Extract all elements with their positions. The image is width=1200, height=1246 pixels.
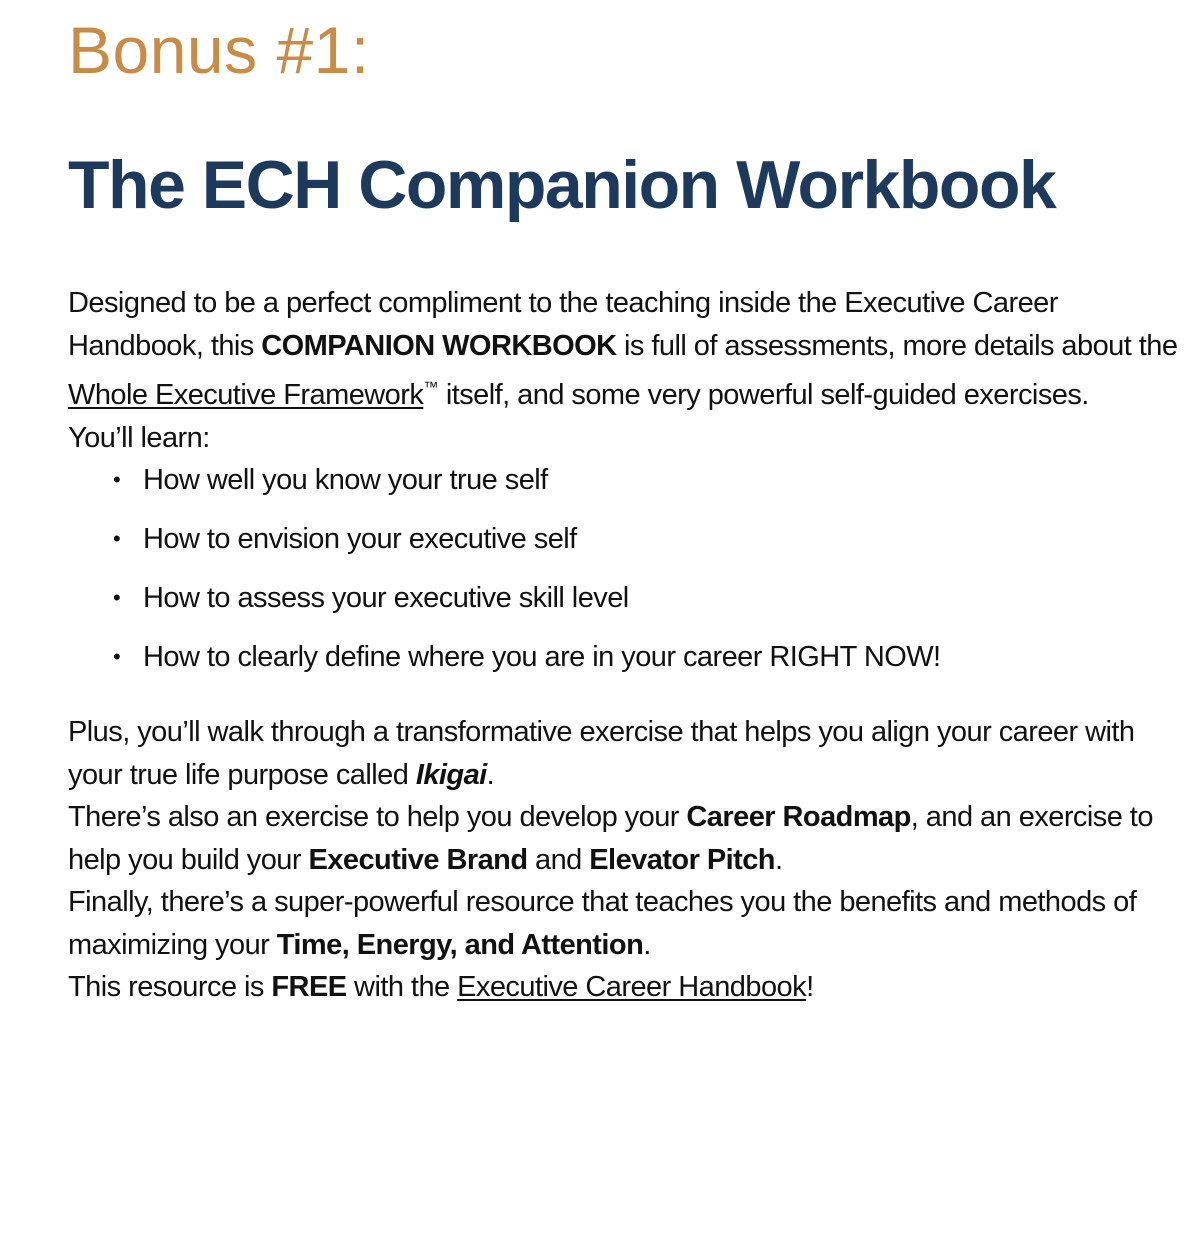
learning-list xyxy=(68,459,1188,695)
time-energy-attention-bold: Time, Energy, and Attention xyxy=(276,928,644,961)
roadmap-paragraph xyxy=(68,796,1188,881)
intro-text-3: itself, and some very powerful self-guided exercises. xyxy=(438,379,1089,411)
free-paragraph xyxy=(68,966,1188,1009)
ikigai-text-2: . xyxy=(486,758,495,791)
finally-paragraph xyxy=(68,881,1188,966)
bullet-icon: • xyxy=(113,467,121,492)
bullet-icon: • xyxy=(113,644,121,669)
elevator-pitch-bold: Elevator Pitch xyxy=(589,843,775,876)
ikigai-emphasis: Ikigai xyxy=(415,758,487,791)
learn-lead: You’ll learn: xyxy=(68,421,210,454)
list-item-text: How to clearly define where you are in your career RIGHT NOW! xyxy=(143,641,941,673)
free-bold: FREE xyxy=(271,971,347,1003)
page-title: The ECH Companion Workbook xyxy=(68,147,1056,223)
companion-workbook-bold: COMPANION WORKBOOK xyxy=(261,329,617,362)
finally-text-2: . xyxy=(643,928,651,961)
executive-career-handbook-link[interactable]: Executive Career Handbook xyxy=(457,971,807,1003)
free-text-3: ! xyxy=(806,971,814,1003)
trademark-symbol: ™ xyxy=(423,379,439,396)
roadmap-text-4: . xyxy=(774,843,783,876)
list-item-text: How to assess your executive skill level xyxy=(143,582,629,614)
ikigai-text-1: Plus, you’ll walk through a transformative exercise that helps you align your career with your true life purpose called xyxy=(68,716,1135,791)
bullet-icon: • xyxy=(113,526,121,551)
executive-brand-bold: Executive Brand xyxy=(308,843,528,876)
intro-text-1: Designed to be a perfect compliment to the teaching inside the Executive Career Handbook, this xyxy=(68,287,1058,362)
intro-paragraph xyxy=(68,282,1188,417)
free-text-2: with the xyxy=(346,971,458,1003)
free-text-1: This resource is xyxy=(68,971,272,1003)
career-roadmap-bold: Career Roadmap xyxy=(686,801,911,833)
finally-text-1: Finally, there’s a super-powerful resource that teaches you the benefits and methods of maximizing your xyxy=(68,886,1137,961)
bullet-icon: • xyxy=(113,585,121,610)
body-text xyxy=(68,282,1188,1009)
list-item xyxy=(113,459,1188,518)
roadmap-text-1: There’s also an exercise to help you develop your xyxy=(68,801,687,833)
list-item-text: How well you know your true self xyxy=(143,464,548,496)
ikigai-paragraph xyxy=(68,711,1188,796)
list-item xyxy=(113,636,1188,695)
roadmap-text-2: , and an exercise to help you build your xyxy=(68,801,1153,876)
list-item xyxy=(113,577,1188,636)
list-item-text: How to envision your executive self xyxy=(143,523,577,555)
list-item xyxy=(113,518,1188,577)
intro-text-2: is full of assessments, more details about the xyxy=(616,329,1178,362)
roadmap-text-3: and xyxy=(527,843,590,876)
bonus-heading: Bonus #1: xyxy=(68,13,370,87)
whole-executive-framework-link[interactable]: Whole Executive Framework xyxy=(68,379,424,411)
